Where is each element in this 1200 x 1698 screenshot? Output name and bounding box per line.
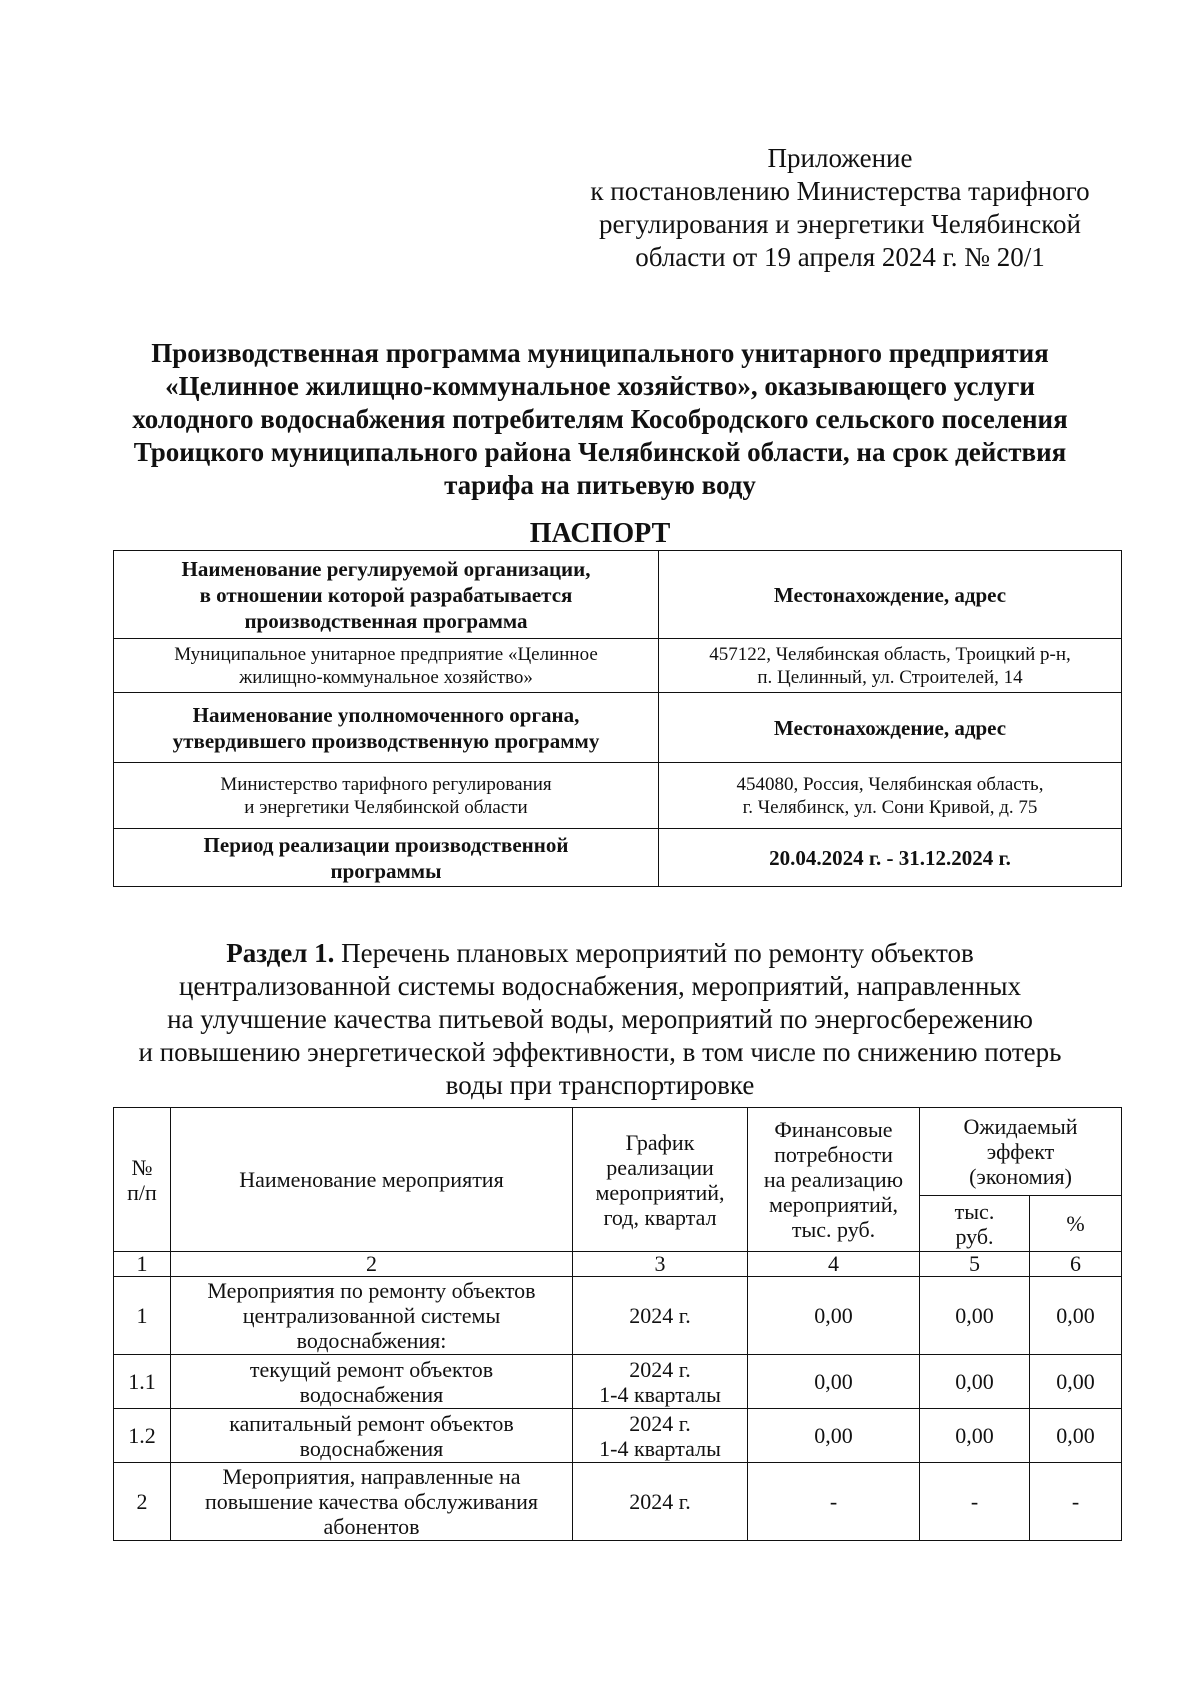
authority-name-cell: [114, 763, 659, 829]
cell-line: Муниципальное унитарное предприятие «Целинное: [174, 643, 598, 665]
cell-line: Ожидаемый: [963, 1114, 1078, 1139]
cell-line: централизованной системы: [242, 1303, 501, 1328]
column-number-cell: 1: [114, 1252, 171, 1277]
passport-heading: ПАСПОРТ: [529, 518, 671, 549]
section-line: централизованной системы водоснабжения, мероприятий, направленных: [178, 971, 1022, 1001]
title-line: «Целинное жилищно-коммунальное хозяйство», оказывающего услуги: [165, 371, 1035, 401]
cell-line: текущий ремонт объектов: [249, 1356, 494, 1382]
cell-line: на реализацию: [763, 1167, 904, 1192]
row-effect-thousand-cell: -: [920, 1463, 1030, 1541]
appendix-line: Приложение: [767, 143, 913, 173]
row-name-cell: [171, 1409, 573, 1463]
document-title: [100, 337, 1100, 502]
passport-table: [113, 550, 1122, 887]
org-name-cell: [114, 639, 659, 693]
header-schedule-cell: [573, 1108, 748, 1252]
passport-row: [114, 693, 1122, 763]
section-line: [100, 937, 1100, 970]
authority-address-cell: [659, 763, 1122, 829]
period-value-cell: 20.04.2024 г. - 31.12.2024 г.: [659, 829, 1122, 887]
table-row: [114, 1277, 1122, 1355]
section-line: воды при транспортировке: [445, 1070, 755, 1100]
cell-line: тыс.: [954, 1198, 995, 1224]
appendix-line: регулирования и энергетики Челябинской: [599, 209, 1081, 239]
row-effect-percent-cell: 0,00: [1030, 1277, 1122, 1355]
passport-row: [114, 763, 1122, 829]
cell-line: водоснабжения: [299, 1435, 444, 1461]
cell-line: год, квартал: [603, 1204, 717, 1230]
table-row: [114, 1409, 1122, 1463]
cell-line: тыс. руб.: [791, 1217, 876, 1242]
cell-line: (экономия): [969, 1164, 1072, 1189]
row-name-cell: [171, 1355, 573, 1409]
row-effect-thousand-cell: 0,00: [920, 1409, 1030, 1463]
row-number-cell: 2: [114, 1463, 171, 1541]
cell-line: 457122, Челябинская область, Троицкий р-н,: [709, 643, 1071, 665]
row-effect-thousand-cell: 0,00: [920, 1277, 1030, 1355]
table-row: [114, 1355, 1122, 1409]
column-number-cell: 3: [573, 1252, 748, 1277]
authority-address-header-cell: Местонахождение, адрес: [659, 693, 1122, 763]
row-number-cell: 1.1: [114, 1355, 171, 1409]
row-schedule-cell: [573, 1277, 748, 1355]
section-line: на улучшение качества питьевой воды, мероприятий по энергосбережению: [167, 1004, 1033, 1034]
header-percent-cell: %: [1030, 1196, 1122, 1252]
section-prefix: Раздел 1.: [226, 938, 335, 968]
section-line-text: Перечень плановых мероприятий по ремонту объектов: [334, 938, 974, 968]
appendix-line: области от 19 апреля 2024 г. № 20/1: [635, 242, 1045, 272]
column-number-cell: 2: [171, 1252, 573, 1277]
cell-line: 2024 г.: [629, 1489, 691, 1514]
cell-line: 454080, Россия, Челябинская область,: [736, 773, 1044, 795]
row-schedule-cell: [573, 1355, 748, 1409]
row-finance-cell: 0,00: [748, 1409, 920, 1463]
passport-row: [114, 551, 1122, 639]
cell-line: программы: [330, 858, 442, 883]
section-line: и повышению энергетической эффективности, в том числе по снижению потерь: [138, 1037, 1062, 1067]
cell-line: производственная программа: [244, 608, 528, 633]
address-header-cell: Местонахождение, адрес: [659, 551, 1122, 639]
cell-line: 2024 г.: [629, 1410, 691, 1436]
header-num-cell: [114, 1108, 171, 1252]
cell-line: капитальный ремонт объектов: [229, 1410, 514, 1436]
title-line: тарифа на питьевую воду: [444, 470, 756, 500]
org-address-cell: [659, 639, 1122, 693]
passport-row: [114, 639, 1122, 693]
authority-header-cell: [114, 693, 659, 763]
row-number-cell: 1: [114, 1277, 171, 1355]
measures-table: [113, 1107, 1122, 1541]
cell-line: водоснабжения: [299, 1381, 444, 1407]
cell-line: График: [625, 1129, 695, 1155]
appendix-line: к постановлению Министерства тарифного: [590, 176, 1090, 206]
cell-line: Наименование регулируемой организации,: [181, 556, 591, 581]
cell-line: в отношении которой разрабатывается: [199, 582, 573, 607]
cell-line: п. Целинный, ул. Строителей, 14: [757, 666, 1023, 688]
cell-line: Наименование уполномоченного органа,: [192, 702, 580, 727]
title-line: Производственная программа муниципального унитарного предприятия: [151, 338, 1049, 368]
period-label-cell: [114, 829, 659, 887]
header-name-cell: Наименование мероприятия: [171, 1108, 573, 1252]
title-line: Троицкого муниципального района Челябинской области, на срок действия: [133, 437, 1067, 467]
cell-line: мероприятий,: [768, 1192, 898, 1217]
cell-line: потребности: [774, 1142, 893, 1167]
cell-line: утвердившего производственную программу: [172, 728, 600, 753]
row-effect-percent-cell: -: [1030, 1463, 1122, 1541]
column-number-cell: 6: [1030, 1252, 1122, 1277]
cell-line: абонентов: [323, 1514, 420, 1539]
org-header-cell: [114, 551, 659, 639]
passport-row: [114, 829, 1122, 887]
cell-line: реализации: [606, 1154, 714, 1180]
row-finance-cell: 0,00: [748, 1355, 920, 1409]
cell-line: п/п: [127, 1179, 157, 1205]
header-finance-cell: [748, 1108, 920, 1252]
cell-line: Мероприятия, направленные на: [222, 1464, 521, 1489]
cell-line: Министерство тарифного регулирования: [220, 773, 552, 795]
column-number-row: [114, 1252, 1122, 1277]
cell-line: №: [131, 1154, 153, 1180]
header-effect-cell: [920, 1108, 1122, 1196]
section1-title: [100, 937, 1100, 1102]
cell-line: Период реализации производственной: [203, 832, 569, 857]
cell-line: эффект: [986, 1139, 1055, 1164]
cell-line: 2024 г.: [629, 1356, 691, 1382]
row-effect-percent-cell: 0,00: [1030, 1409, 1122, 1463]
cell-line: Мероприятия по ремонту объектов: [207, 1278, 536, 1303]
column-number-cell: 4: [748, 1252, 920, 1277]
row-schedule-cell: [573, 1409, 748, 1463]
row-effect-thousand-cell: 0,00: [920, 1355, 1030, 1409]
cell-line: Финансовые: [774, 1117, 893, 1142]
cell-line: 2024 г.: [629, 1303, 691, 1328]
row-schedule-cell: [573, 1463, 748, 1541]
cell-line: руб.: [955, 1223, 994, 1249]
row-number-cell: 1.2: [114, 1409, 171, 1463]
title-line: холодного водоснабжения потребителям Кособродского сельского поселения: [132, 404, 1068, 434]
header-row: [114, 1108, 1122, 1196]
column-number-cell: 5: [920, 1252, 1030, 1277]
appendix-block: [560, 142, 1120, 274]
header-thousand-cell: [920, 1196, 1030, 1252]
row-finance-cell: -: [748, 1463, 920, 1541]
measure-rows: [114, 1277, 1122, 1541]
row-effect-percent-cell: 0,00: [1030, 1355, 1122, 1409]
cell-line: г. Челябинск, ул. Сони Кривой, д. 75: [742, 796, 1038, 818]
table-row: [114, 1463, 1122, 1541]
cell-line: мероприятий,: [595, 1179, 725, 1205]
row-finance-cell: 0,00: [748, 1277, 920, 1355]
row-name-cell: [171, 1463, 573, 1541]
cell-line: повышение качества обслуживания: [205, 1489, 538, 1514]
cell-line: жилищно-коммунальное хозяйство»: [239, 666, 533, 688]
cell-line: 1-4 кварталы: [599, 1381, 721, 1407]
cell-line: 1-4 кварталы: [599, 1435, 721, 1461]
row-name-cell: [171, 1277, 573, 1355]
cell-line: водоснабжения:: [296, 1328, 447, 1353]
cell-line: и энергетики Челябинской области: [244, 796, 528, 818]
